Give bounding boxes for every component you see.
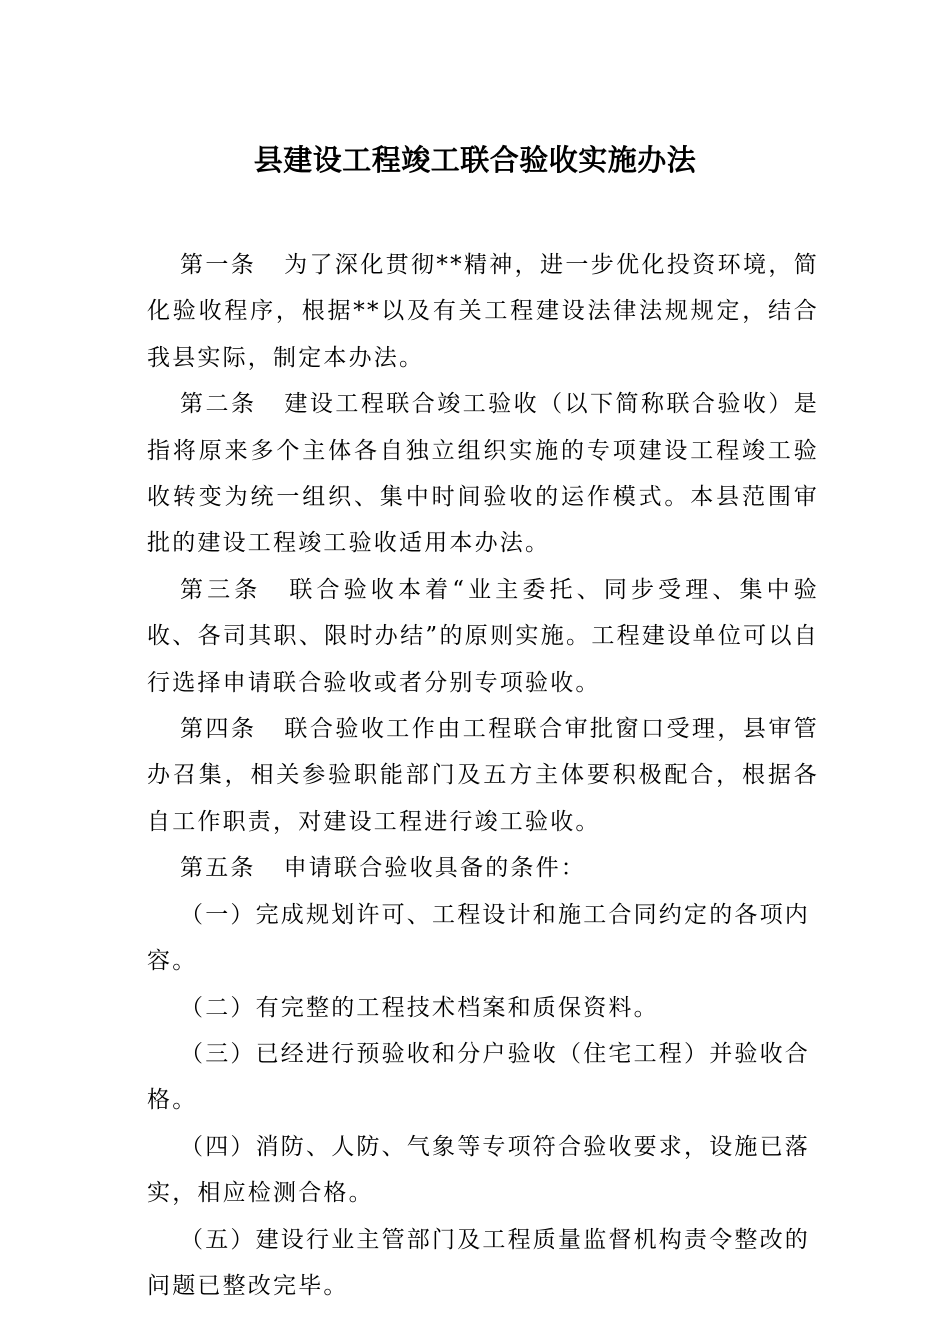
article-number: 第四条 bbox=[180, 716, 257, 743]
article-2 bbox=[147, 381, 819, 567]
condition-item-5: （五）建设行业主管部门及工程质量监督机构责令整改的问题已整改完毕。 bbox=[147, 1226, 810, 1299]
condition-item-1: （一）完成规划许可、工程设计和施工合同约定的各项内容。 bbox=[147, 901, 810, 975]
document-title: 县建设工程竣工联合验收实施办法 bbox=[253, 143, 697, 177]
article-1 bbox=[147, 242, 819, 381]
condition-item-2: （二）有完整的工程技术档案和质保资料。 bbox=[180, 994, 659, 1021]
article-number: 第三条 bbox=[180, 576, 262, 603]
article-3 bbox=[147, 567, 819, 706]
article-number: 第五条 bbox=[180, 855, 256, 882]
article-text: 建设工程联合竣工验收（以下简称联合验收）是指将原来多个主体各自独立组织实施的专项建设工程竣工验收转变为统一组织、集中时间验收的运作模式。本县范围审批的建设工程竣工验收适用本办法。 bbox=[147, 391, 820, 557]
article-number: 第二条 bbox=[180, 391, 257, 418]
article-text: 为了深化贯彻**精神，进一步优化投资环境，简化验收程序，根据**以及有关工程建设法律法规规定，结合我县实际，制定本办法。 bbox=[147, 252, 819, 371]
article-number: 第一条 bbox=[180, 252, 257, 278]
article-4 bbox=[147, 706, 819, 845]
article-text: 联合验收工作由工程联合审批窗口受理，县审管办召集，相关参验职能部门及五方主体要积极配合，根据各自工作职责，对建设工程进行竣工验收。 bbox=[147, 716, 820, 835]
article-text: 联合验收本着“业主委托、同步受理、集中验收、各司其职、限时办结”的原则实施。工程建设单位可以自行选择申请联合验收或者分别专项验收。 bbox=[147, 576, 819, 696]
condition-item-4: （四）消防、人防、气象等专项符合验收要求，设施已落实，相应检测合格。 bbox=[147, 1133, 810, 1207]
article-5 bbox=[147, 845, 819, 891]
document-body bbox=[147, 242, 819, 1309]
article-text: 申请联合验收具备的条件： bbox=[283, 855, 587, 882]
condition-item-3: （三）已经进行预验收和分户验收（住宅工程）并验收合格。 bbox=[147, 1040, 810, 1114]
